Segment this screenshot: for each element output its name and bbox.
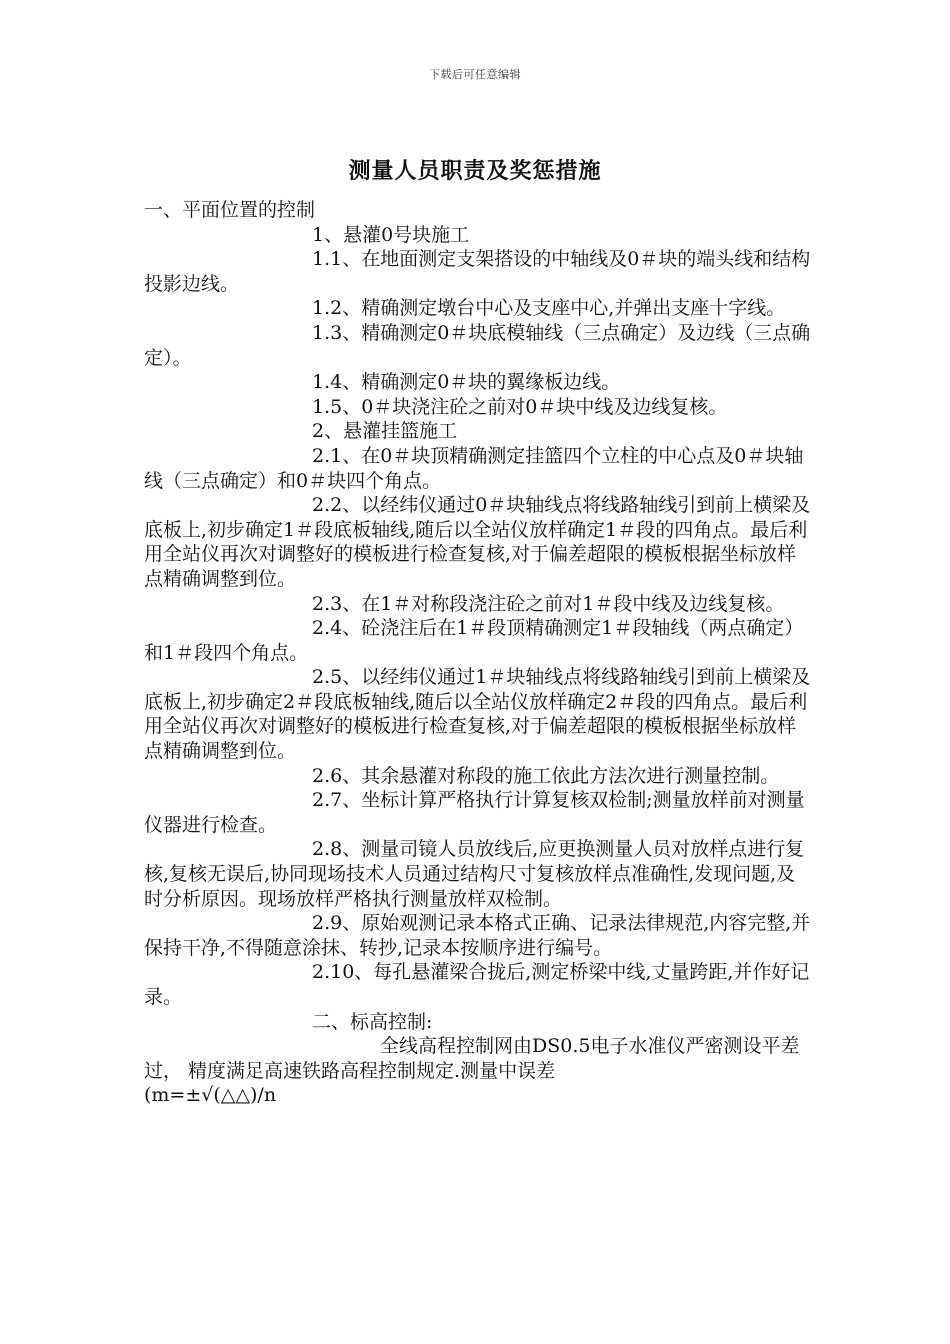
paragraph-1-3: 1.3、精确测定0＃块底模轴线（三点确定）及边线（三点确定）。 bbox=[144, 321, 811, 369]
paragraph-2-2: 2.2、以经纬仪通过0＃块轴线点将线路轴线引到前上横梁及底板上,初步确定1＃段底板轴线,随后以全站仪放样确定1＃段的四角点。最后利用全站仪再次对调整好的模板进行检查复核,对于偏差超限的模板根据坐标放样点精确调整到位。 bbox=[144, 494, 811, 590]
section-heading-plane-control: 一、平面位置的控制 bbox=[144, 199, 316, 221]
paragraph-2-7: 2.7、坐标计算严格执行计算复核双检制;测量放样前对测量仪器进行检查。 bbox=[144, 789, 805, 836]
subsection-heading-block0: 1、悬灌0号块施工 bbox=[312, 223, 470, 246]
paragraph-2-3: 2.3、在1＃对称段浇注砼之前对1＃段中线及边线复核。 bbox=[312, 592, 785, 615]
paragraph-error-formula: (m=±√(△△)/n bbox=[144, 1084, 277, 1107]
paragraph-elevation-network: 全线高程控制网由DS0.5电子水准仪严密测设平差过， 精度满足高速铁路高程控制规定.测量中误差 bbox=[144, 1035, 800, 1082]
paragraph-1-1: 1.1、在地面测定支架搭设的中轴线及0＃块的端头线和结构投影边线。 bbox=[144, 248, 811, 295]
paragraph-2-4: 2.4、砼浇注后在1＃段顶精确测定1＃段轴线（两点确定）和1＃段四个角点。 bbox=[144, 617, 804, 664]
document-body bbox=[144, 198, 812, 1108]
paragraph-1-5: 1.5、0＃块浇注砼之前对0＃块中线及边线复核。 bbox=[312, 395, 728, 418]
paragraph-1-2: 1.2、精确测定墩台中心及支座中心,并弹出支座十字线。 bbox=[312, 297, 786, 320]
paragraph-1-4: 1.4、精确测定0＃块的翼缘板边线。 bbox=[312, 371, 621, 394]
paragraph-2-9: 2.9、原始观测记录本格式正确、记录法律规范,内容完整,并保持干净,不得随意涂抹、转抄,记录本按顺序进行编号。 bbox=[144, 912, 811, 959]
paragraph-2-10: 2.10、每孔悬灌梁合拢后,测定桥梁中线,丈量跨距,并作好记录。 bbox=[144, 961, 810, 1008]
document-title: 测量人员职责及奖惩措施 bbox=[348, 158, 602, 184]
header-note: 下载后可任意编辑 bbox=[429, 68, 521, 81]
subsection-heading-hanging-basket: 2、悬灌挂篮施工 bbox=[312, 420, 458, 443]
section-heading-elevation-control: 二、标高控制: bbox=[312, 1010, 433, 1033]
paragraph-2-6: 2.6、其余悬灌对称段的施工依此方法次进行测量控制。 bbox=[312, 764, 780, 787]
paragraph-2-8: 2.8、测量司镜人员放线后,应更换测量人员对放样点进行复核,复核无误后,协同现场技术人员通过结构尺寸复核放样点准确性,发现问题,及时分析原因。现场放样严格执行测量放样双检制。 bbox=[144, 838, 805, 910]
paragraph-2-1: 2.1、在0＃块顶精确测定挂篮四个立柱的中心点及0＃块轴线（三点确定）和0＃块四个角点。 bbox=[144, 444, 804, 492]
paragraph-2-5: 2.5、以经纬仪通过1＃块轴线点将线路轴线引到前上横梁及底板上,初步确定2＃段底板轴线,随后以全站仪放样确定2＃段的四角点。最后利用全站仪再次对调整好的模板进行检查复核,对于偏差超限的模板根据坐标放样点精确调整到位。 bbox=[144, 666, 811, 763]
